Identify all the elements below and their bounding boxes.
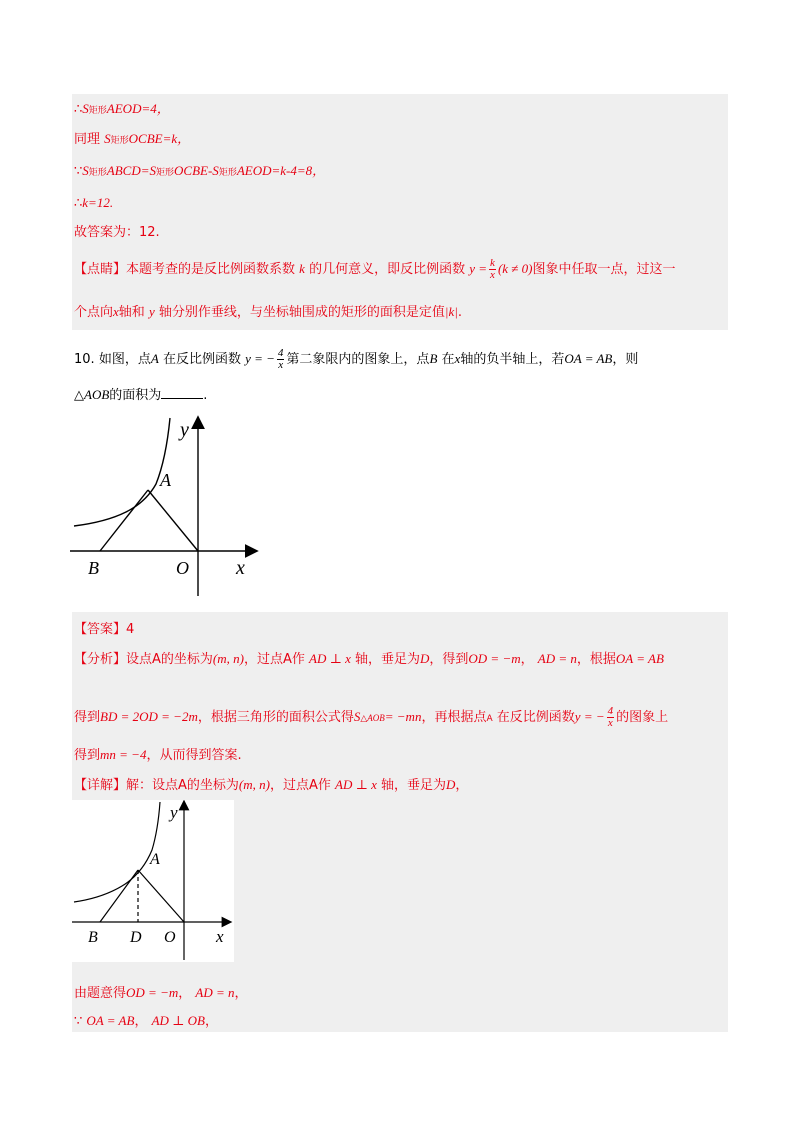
fraction-k-over-x: $\frac{k}{x}$	[490, 257, 495, 281]
fraction-4-over-x: $\frac{4}{x}$	[277, 347, 284, 371]
question-10-line-2: △AOB的面积为 .	[74, 387, 208, 403]
label-y-2: y	[170, 803, 178, 822]
figure-hyperbola-triangle	[66, 414, 266, 600]
label-B-2: B	[88, 929, 98, 946]
detail-line-3: ∵ OA = AB， AD ⊥ OB，	[74, 1013, 218, 1029]
answer-line: 故答案为：12.	[74, 225, 160, 240]
segment-AO	[148, 490, 198, 551]
label-O: O	[176, 558, 189, 578]
label-O-2: O	[164, 929, 176, 946]
question-10-line-1: 10. 如图，点A 在反比例函数 y = − $\frac{4}{x}$ 第二象限内的图象上，点B 在x轴的负半轴上，若OA = AB，则	[74, 347, 639, 371]
solution-line-2: 同理 S矩形OCBE=k，	[74, 131, 191, 147]
segment-AB-2	[100, 870, 138, 922]
solution-line-1: ∴S矩形AEOD=4，	[74, 101, 170, 117]
label-D-2: D	[130, 929, 142, 946]
label-A-2: A	[150, 851, 160, 868]
hyperbola-curve	[74, 418, 170, 526]
analysis-tag: 【分析】	[74, 652, 127, 667]
comment-line-2: 个点向x轴和 y 轴分别作垂线，与坐标轴围成的矩形的面积是定值|k|.	[74, 304, 462, 320]
hyperbola-curve-2	[74, 802, 160, 902]
analysis-line-3: 得到mn = −4，从而得到答案.	[74, 747, 242, 763]
comment-line-1: 【点睛】本题考查的是反比例函数系数 k 的几何意义，即反比例函数 y = $\frac{k}{x}$ (k ≠ 0)图象中任取一点，过这一	[74, 257, 676, 281]
solution-line-3: ∵S矩形ABCD=S矩形OCBE-S矩形AEOD=k-4=8，	[74, 163, 326, 179]
comment-tag: 【点睛】	[74, 262, 127, 277]
analysis-line-2: 得到BD = 2OD = −2m，根据三角形的面积公式得S△AOB= −mn，再根据点A 在反比例函数y = − $\frac{4}{x}$ 的图象上	[74, 705, 669, 729]
analysis-line-1: 【分析】设点A的坐标为(m, n)，过点A作 AD ⊥ x 轴，垂足为D，得到OD = −m， AD = n，根据OA = AB	[74, 651, 664, 667]
answer-tag: 【答案】	[74, 622, 127, 637]
segment-AO-2	[138, 870, 184, 922]
label-x: x	[236, 557, 245, 579]
solution-line-4: ∴k=12.	[74, 195, 114, 211]
detail-line-2: 由题意得OD = −m， AD = n，	[74, 985, 248, 1001]
label-A: A	[160, 470, 171, 490]
segment-AB	[100, 490, 148, 551]
label-y: y	[180, 419, 189, 441]
figure-hyperbola-triangle-with-height	[72, 800, 234, 962]
label-x-2: x	[216, 927, 224, 946]
answer-tag-line	[74, 621, 134, 639]
answer-blank	[161, 398, 203, 399]
detail-line-1: 【详解】解：设点A的坐标为(m, n)，过点A作 AD ⊥ x 轴，垂足为D，	[74, 777, 469, 793]
answer-value: 4	[126, 622, 135, 637]
detail-tag: 【详解】	[74, 778, 127, 793]
label-B: B	[88, 558, 99, 578]
question-number: 10.	[74, 352, 95, 367]
fraction-4-over-x-analysis: $\frac{4}{x}$	[607, 705, 614, 729]
